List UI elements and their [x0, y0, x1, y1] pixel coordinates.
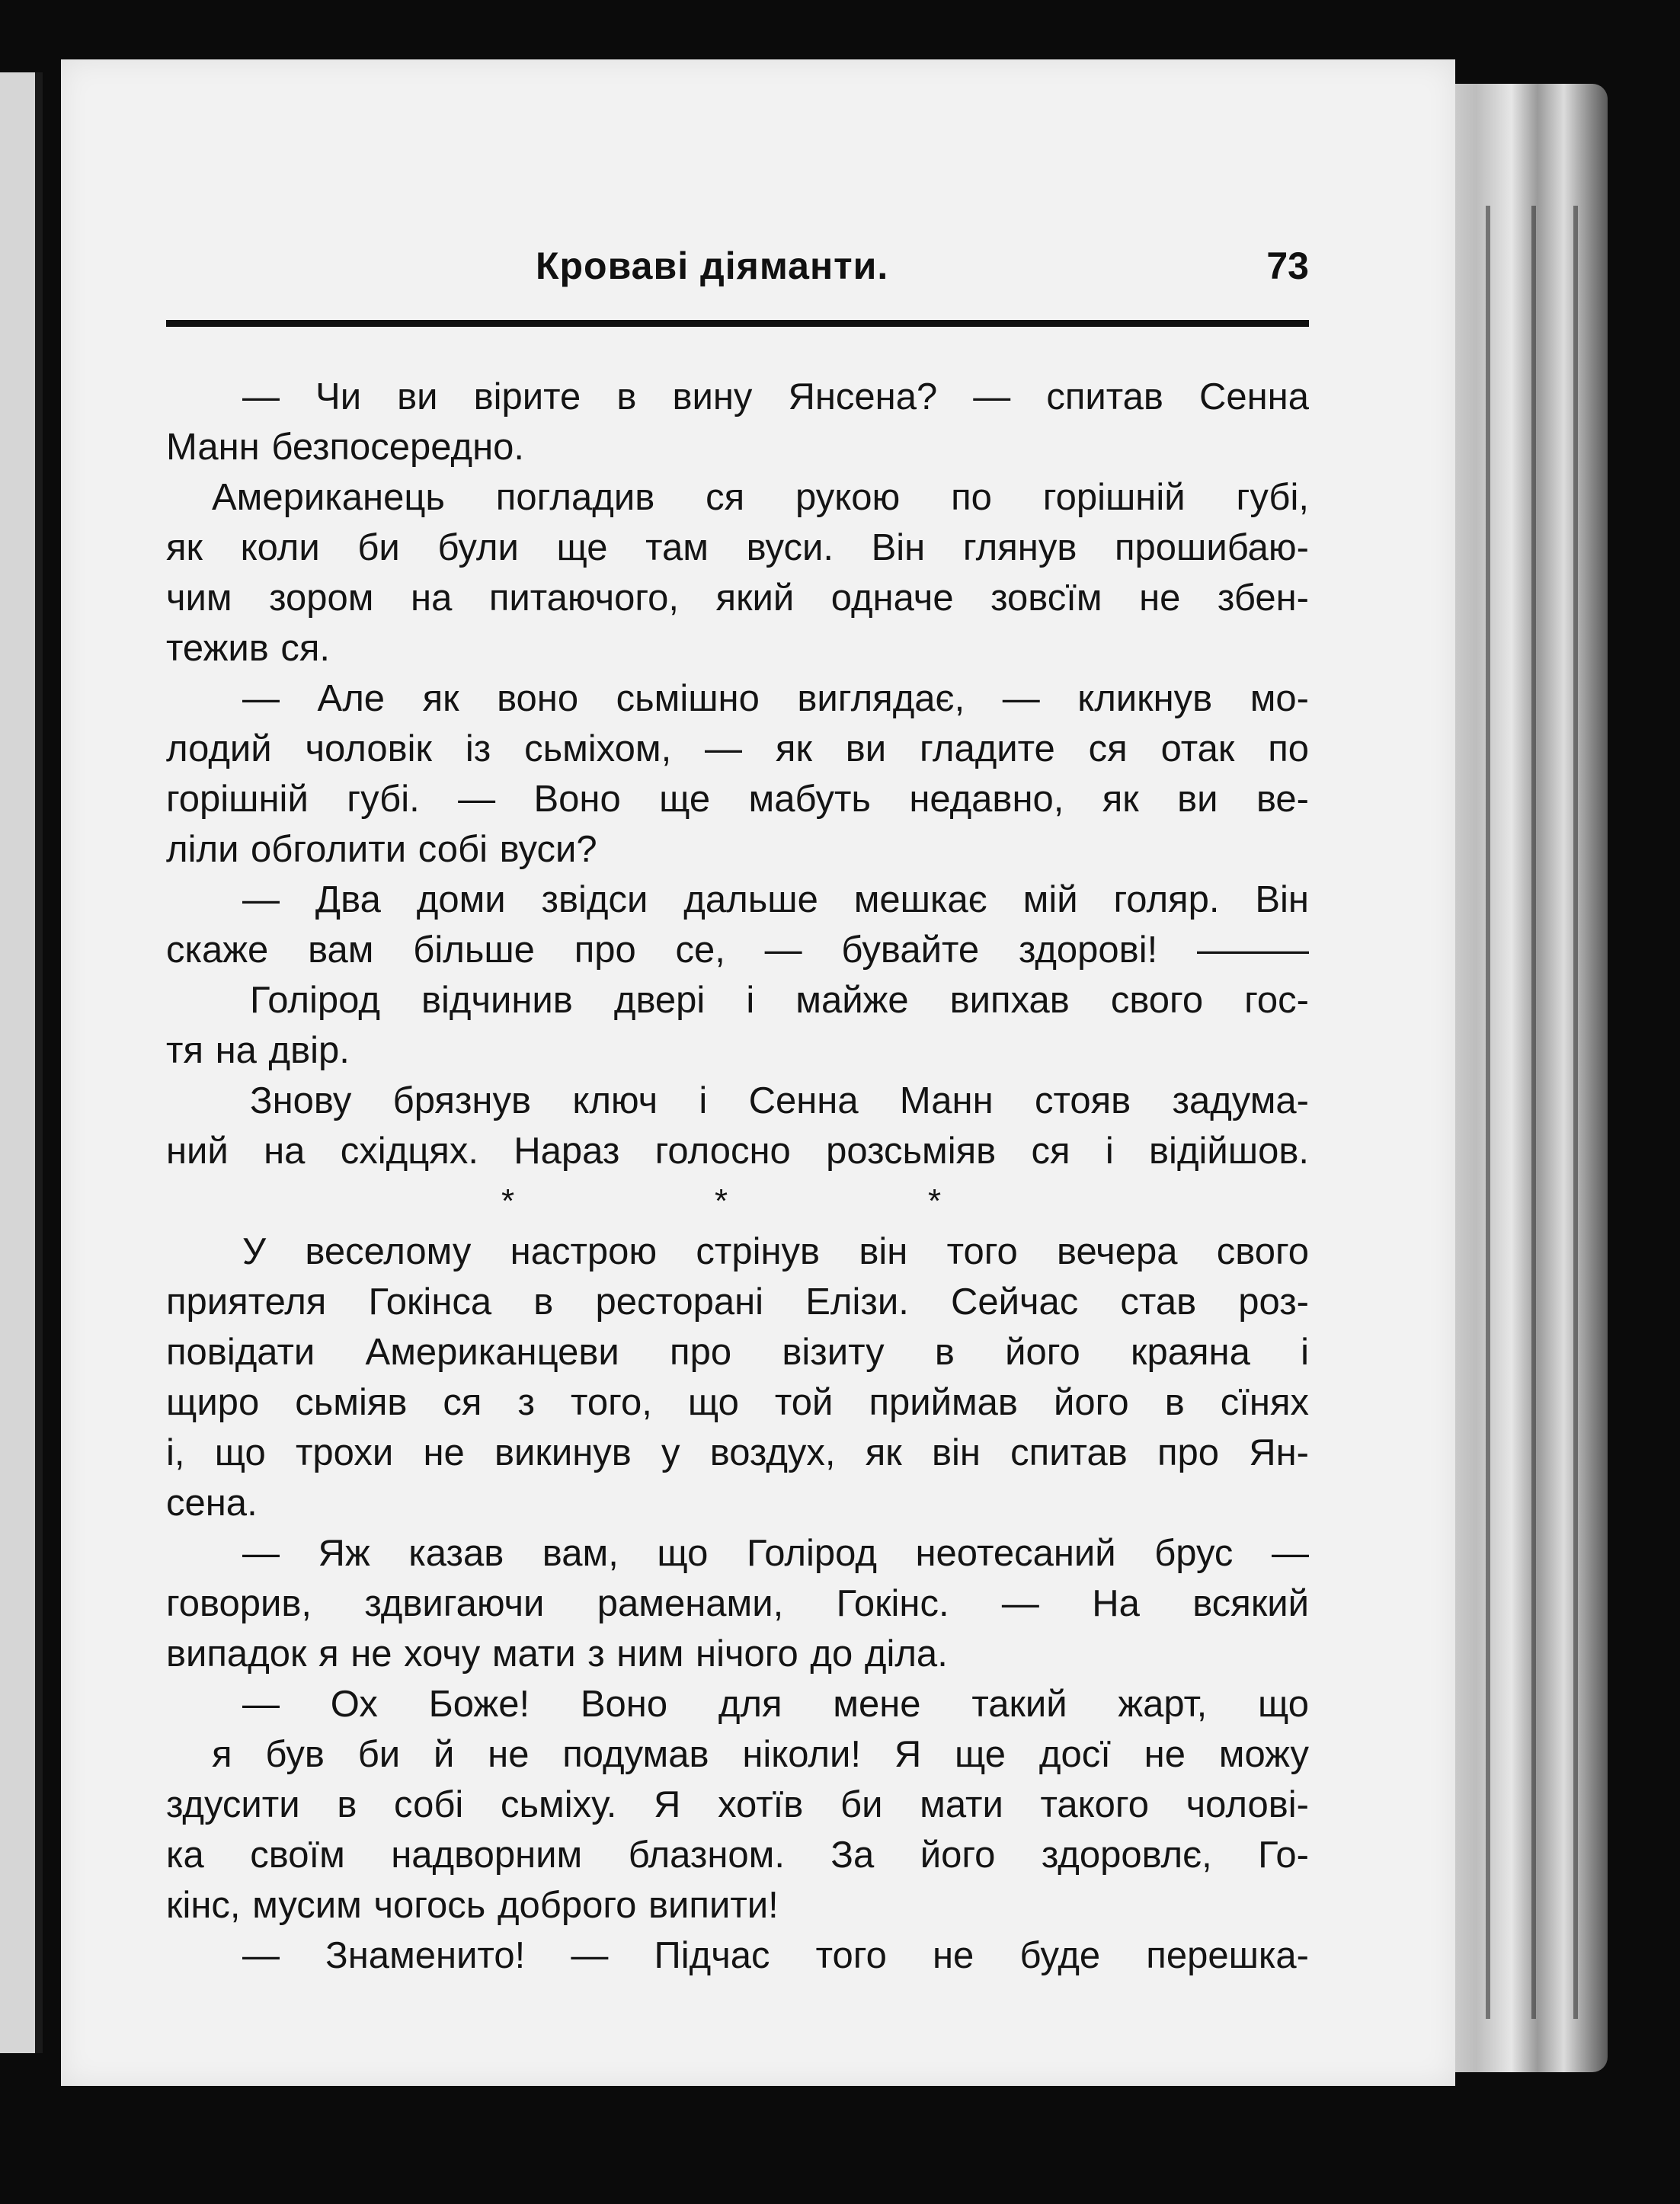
text-line: кінс, мусим чогось доброго випити!	[166, 1885, 779, 1926]
text-line: я був би й не подумав ніколи! Я ще досї не можу	[212, 1734, 1309, 1775]
text-line: Знову брязнув ключ і Сенна Манн стояв задума-	[250, 1080, 1309, 1121]
page-edge-line	[1486, 206, 1490, 2019]
page-stack-edge	[1432, 84, 1608, 2072]
text-line: Голірод відчинив двері і майже випхав свого гос-	[250, 980, 1309, 1021]
text-line: і, що трохи не викинув у воздух, як він спитав про Ян-	[166, 1432, 1309, 1473]
header-rule	[166, 320, 1309, 327]
text-line: чим зором на питаючого, який одначе зовсїм не збен-	[166, 577, 1309, 619]
text-line: ліли обголити собі вуси?	[166, 829, 597, 870]
text-line: — Ох Боже! Воно для мене такий жарт, що	[242, 1684, 1309, 1725]
separator-star: *	[715, 1182, 728, 1220]
separator-star: *	[501, 1182, 515, 1220]
text-line: ний на східцях. Нараз голосно розсьміяв ся і відійшов.	[166, 1131, 1309, 1172]
text-line: лодий чоловік із сьміхом, — як ви гладите ся отак по	[166, 728, 1309, 769]
page-edge-line	[1573, 206, 1578, 2019]
text-line: ка своїм надворним блазном. За його здоровлє, Го-	[166, 1835, 1309, 1876]
separator-star: *	[928, 1182, 942, 1220]
body-text	[166, 372, 1309, 1981]
text-line: сена.	[166, 1483, 258, 1524]
text-line: — Знаменито! — Підчас того не буде перешка-	[242, 1935, 1309, 1976]
section-separator	[166, 1176, 1309, 1227]
page-number: 73	[1266, 245, 1309, 287]
text-line: тя на двір.	[166, 1030, 350, 1071]
text-line: випадок я не хочу мати з ним нічого до діла.	[166, 1633, 948, 1675]
page-edge-line	[1531, 206, 1536, 2019]
text-line: здусити в собі сьміху. Я хотїв би мати такого чолові-	[166, 1784, 1309, 1825]
text-line: — Але як воно сьмішно виглядає, — кликнув мо-	[242, 678, 1309, 719]
text-line: говорив, здвигаючи раменами, Гокінс. — На всякий	[166, 1583, 1309, 1624]
text-line: У веселому настрою стрінув він того вечера свого	[242, 1231, 1309, 1272]
left-page-edge	[0, 72, 43, 2053]
text-line: щиро сьміяв ся з того, що той приймав його в сїнях	[166, 1382, 1309, 1423]
text-line: скаже вам більше про се, — бувайте здорові! ———	[166, 929, 1309, 971]
text-line: Манн безпосередно.	[166, 427, 524, 468]
text-line: Американець погладив ся рукою по горішній губі,	[212, 477, 1309, 518]
text-line: горішній губі. — Воно ще мабуть недавно, як ви ве-	[166, 779, 1309, 820]
text-line: тежив ся.	[166, 628, 331, 669]
running-title: Кроваві діяманти.	[536, 245, 889, 287]
text-line: як коли би були ще там вуси. Він глянув прошибаю-	[166, 527, 1309, 568]
running-header	[105, 229, 1309, 312]
text-line: — Яж казав вам, що Голірод неотесаний брус —	[242, 1533, 1309, 1574]
text-line: приятеля Гокінса в ресторані Елізи. Сейчас став роз-	[166, 1281, 1309, 1323]
text-line: — Два доми звідси дальше мешкає мій голяр. Він	[242, 879, 1309, 920]
text-line: повідати Американцеви про візиту в його краяна і	[166, 1332, 1309, 1373]
text-line: — Чи ви вірите в вину Янсена? — спитав Сенна	[242, 376, 1309, 417]
